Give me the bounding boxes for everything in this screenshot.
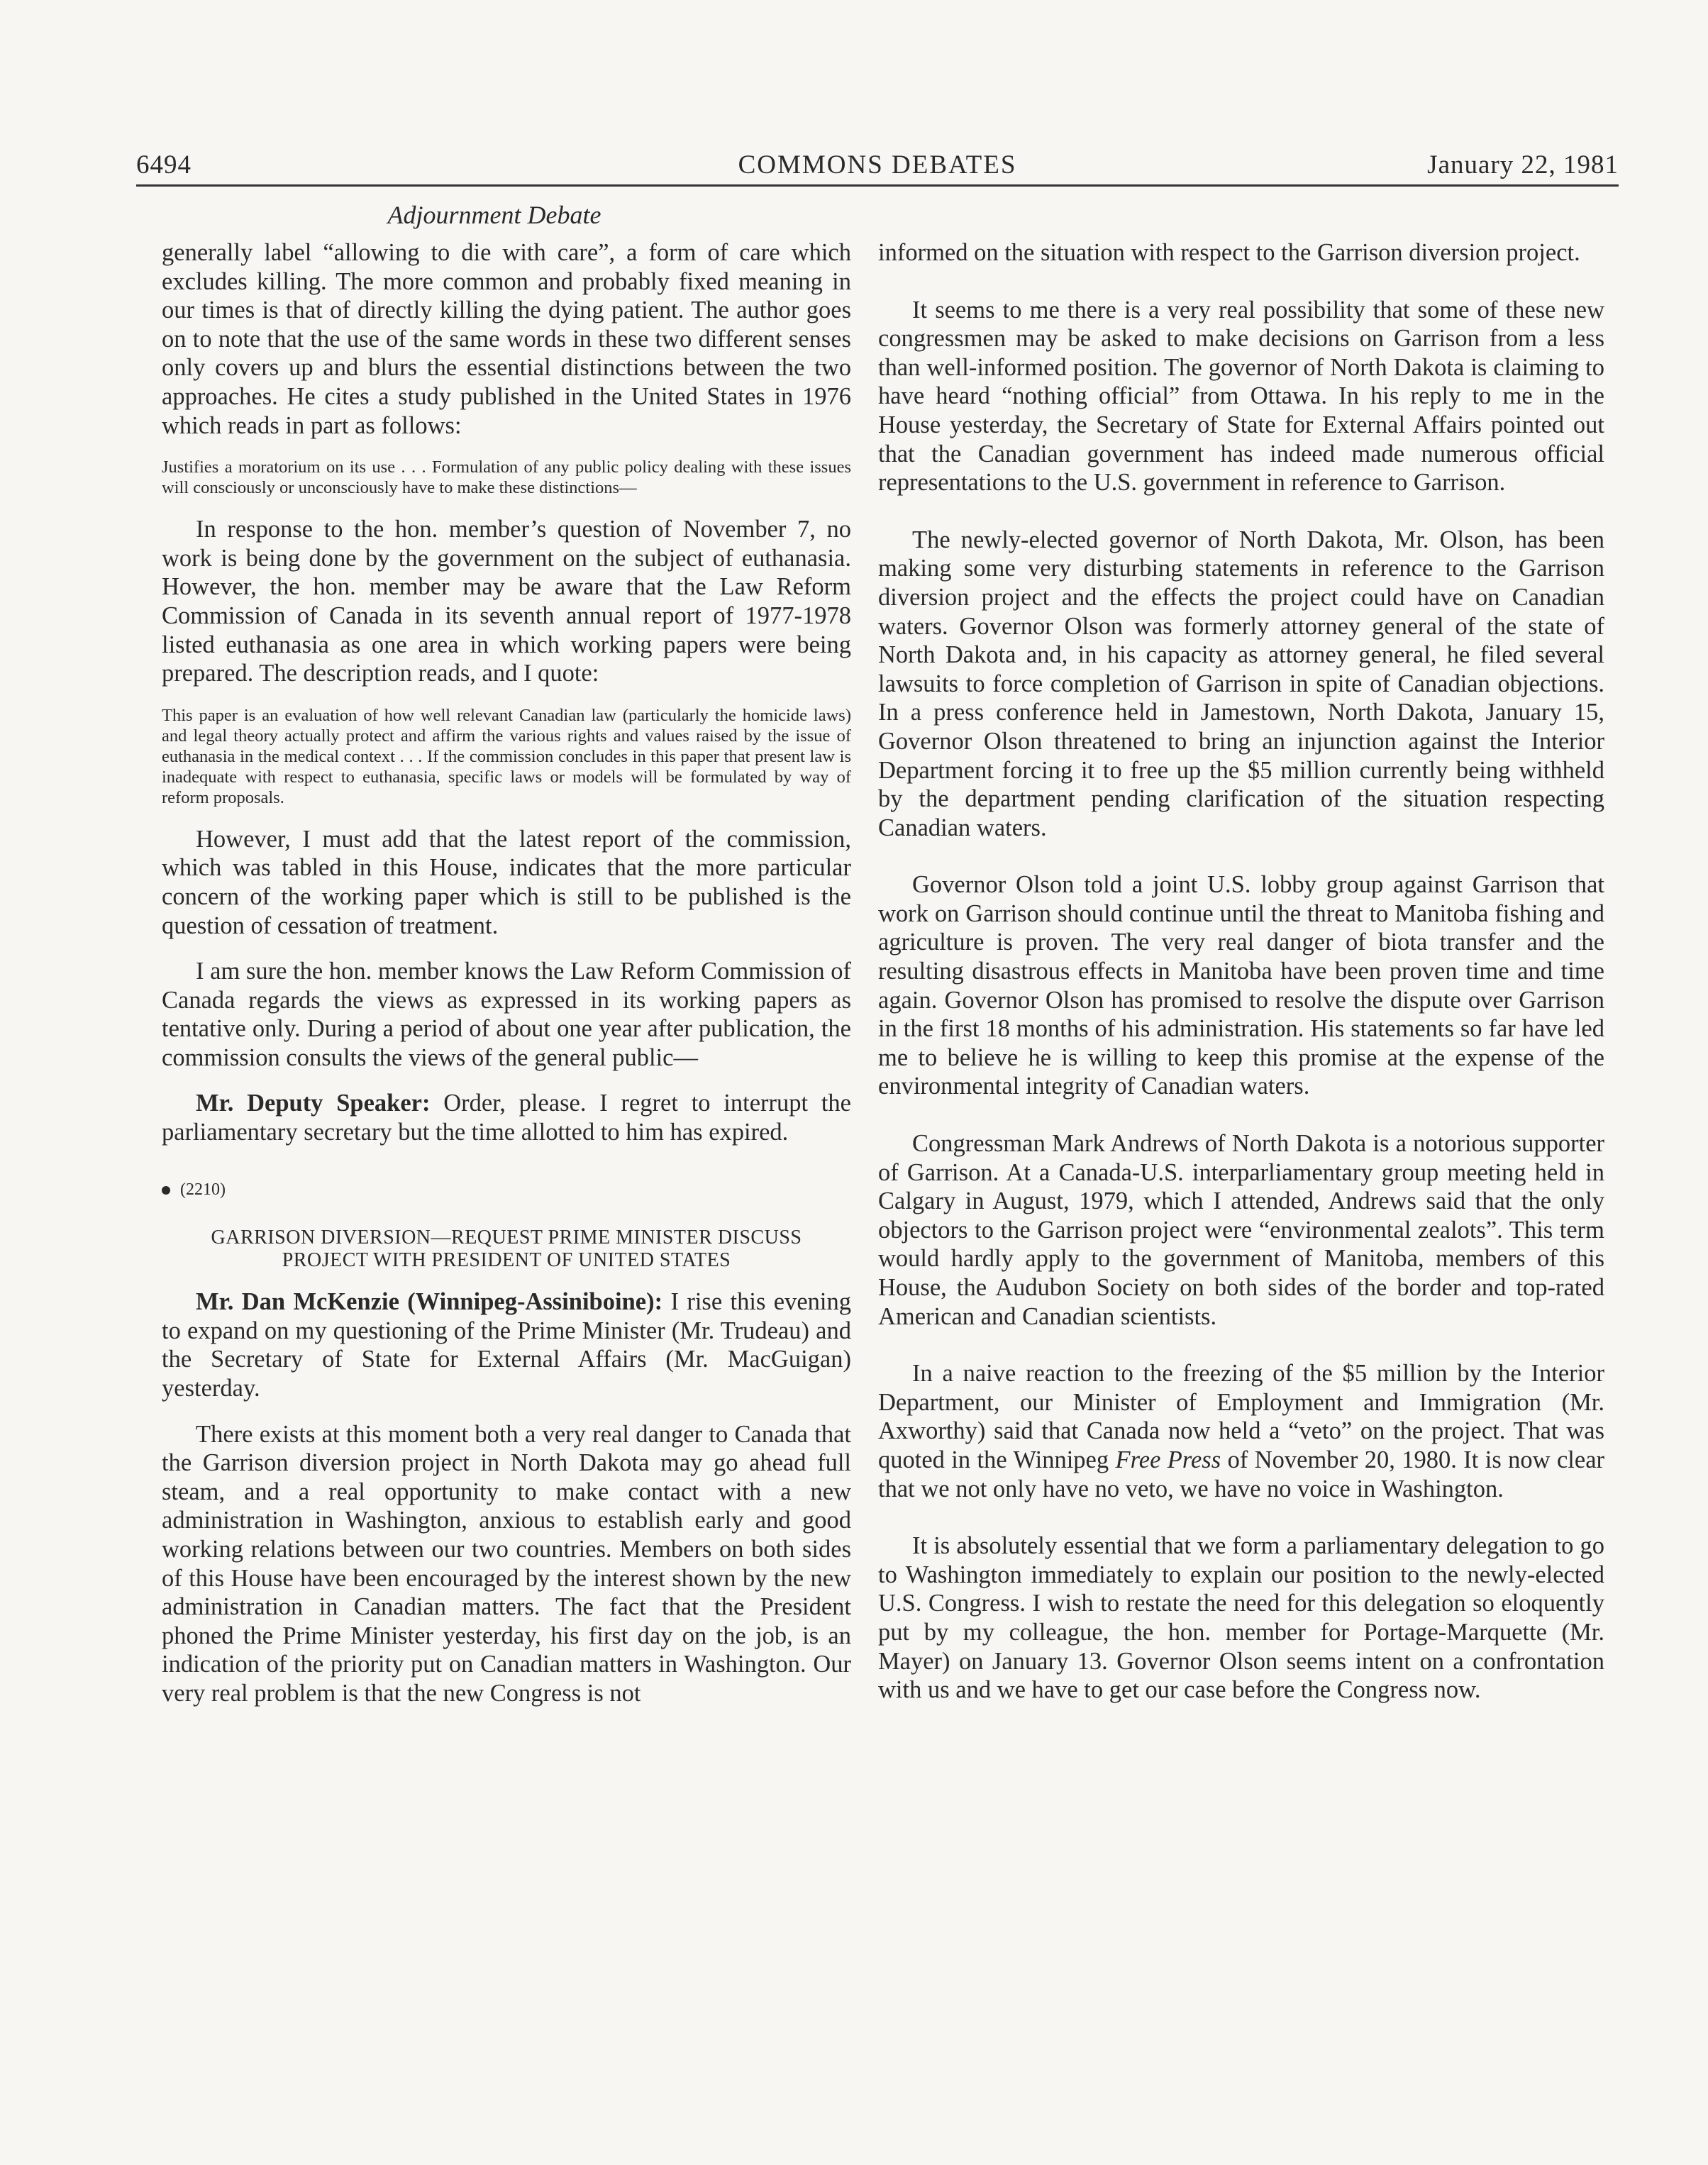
paragraph: Congressman Mark Andrews of North Dakota is a notorious supporter of Garrison. At a Canada-U.S. interparliamentary group meeting held in Calgary in August, 1979, which I attended, Andrews said that the only objectors to the Garrison project were “environmental zealots”. This term would hardly apply to the government of Manitoba, members of this House, the Audubon Society on both sides of the border and top-rated American and Canadian scientists. bbox=[878, 1130, 1604, 1330]
block-quote: This paper is an evaluation of how well relevant Canadian law (particularly the homicide laws) and legal theory actually protect and affirm the various rights and values raised by the issue of euthanasia in the medical context . . . If the commission concludes in this paper that present law is inadequate with respect to euthanasia, specific laws or models will be formulated by way of reform proposals. bbox=[162, 705, 851, 807]
speaker-paragraph bbox=[162, 1288, 851, 1402]
paragraph: informed on the situation with respect to the Garrison diversion project. bbox=[878, 239, 1580, 266]
paragraph: It is absolutely essential that we form a parliamentary delegation to go to Washington immediately to explain our position to the newly-elected U.S. Congress. I wish to restate the need for this delegation so eloquently put by my colleague, the hon. member for Portage-Marquette (Mr. Mayer) on January 13. Governor Olson seems intent on a confrontation with us and we have to get our case before the Congress now. bbox=[878, 1532, 1604, 1704]
paragraph: However, I must add that the latest report of the commission, which was tabled in this House, indicates that the more particular concern of the working paper which is still to be published is the question of cessation of treatment. bbox=[162, 825, 851, 939]
paragraph: It seems to me there is a very real possibility that some of these new congressmen may be asked to make decisions on Garrison from a less than well-informed position. The governor of North Dakota is claiming to have heard “nothing official” from Ottawa. In his reply to me in the House yesterday, the Secretary of State for External Affairs pointed out that the Canadian government has indeed made numerous official representations to the U.S. government in reference to Garrison. bbox=[878, 296, 1604, 497]
paragraph: I am sure the hon. member knows the Law Reform Commission of Canada regards the views as expressed in its working papers as tentative only. During a period of about one year after publication, the commission consults the views of the general public— bbox=[162, 958, 851, 1071]
page-header bbox=[136, 145, 1619, 187]
paragraph: The newly-elected governor of North Dakota, Mr. Olson, has been making some very disturbing statements in reference to the Garrison diversion project and the effects the project could have on Canadian waters. Governor Olson was formerly attorney general of the state of North Dakota and, in his capacity as attorney general, he filed several lawsuits to force completion of Garrison in spite of Canadian objections. In a press conference held in Jamestown, North Dakota, January 15, Governor Olson threatened to bring an injunction against the Interior Department forcing it to free up the $5 million currently being withheld by the department pending clarification of the situation respecting Canadian waters. bbox=[878, 526, 1604, 841]
speech-text: I rise this evening to expand on my questioning of the Prime Minister (Mr. Trudeau) and the Secretary of State for External Affairs (Mr. MacGuigan) yesterday. bbox=[162, 1288, 851, 1402]
text-run: of November 20, 1980. It is now clear that we not only have no veto, we have no voice in Washington. bbox=[878, 1446, 1604, 1502]
paragraph: There exists at this moment both a very real danger to Canada that the Garrison diversion project in North Dakota may go ahead full steam, and a real opportunity to make contact with a new administration in Washington, anxious to establish early and good working relations between our two countries. Members on both sides of this House have been encouraged by the interest shown by the new administration in Canadian matters. The fact that the President phoned the Prime Minister yesterday, his first day on the job, is an indication of the priority put on Canadian matters in Washington. Our very real problem is that the new Congress is not bbox=[162, 1420, 851, 1707]
text-run: In a naive reaction to the freezing of the $5 million by the Interior Department, our Minister of Employment and Immigration (Mr. Axworthy) said that Canada now held a “veto” on the project. That was quoted in the Winnipeg bbox=[878, 1360, 1604, 1473]
heading-line: GARRISON DIVERSION—REQUEST PRIME MINISTER DISCUSS bbox=[211, 1227, 802, 1249]
newspaper-title: Free Press bbox=[1115, 1446, 1221, 1473]
debate-heading bbox=[162, 1227, 851, 1272]
section-title: Adjournment Debate bbox=[387, 201, 601, 229]
time-marker bbox=[162, 1175, 851, 1205]
heading-line: PROJECT WITH PRESIDENT OF UNITED STATES bbox=[282, 1249, 731, 1272]
right-column bbox=[878, 238, 1604, 1733]
issue-date: January 22, 1981 bbox=[1427, 150, 1619, 179]
paragraph bbox=[878, 1359, 1604, 1503]
left-column bbox=[162, 238, 851, 1725]
speech-text: Order, please. I regret to interrupt the parliamentary secretary but the time allotted to him has expired. bbox=[162, 1090, 851, 1146]
journal-title: COMMONS DEBATES bbox=[738, 150, 1017, 179]
paragraph: In response to the hon. member’s question of November 7, no work is being done by the government on the subject of euthanasia. However, the hon. member may be aware that the Law Reform Commission of Canada in its seventh annual report of 1977-1978 listed euthanasia as one area in which working papers were being prepared. The description reads, and I quote: bbox=[162, 516, 851, 687]
paragraph: Governor Olson told a joint U.S. lobby group against Garrison that work on Garrison should continue until the threat to Manitoba fishing and agriculture is proven. The very real danger of biota transfer and the resulting disastrous effects in Manitoba have been proven time and time again. Governor Olson has promised to resolve the dispute over Garrison in the first 18 months of his administration. His statements so far have led me to believe he is willing to keep this promise at the expense of the environmental integrity of Canadian waters. bbox=[878, 871, 1604, 1100]
time-marker-label: (2210) bbox=[180, 1180, 226, 1199]
bullet-icon bbox=[162, 1186, 170, 1195]
speaker-name: Mr. Deputy Speaker: bbox=[196, 1090, 431, 1117]
page-number: 6494 bbox=[136, 150, 192, 179]
speaker-paragraph bbox=[162, 1089, 851, 1146]
speaker-name: Mr. Dan McKenzie (Winnipeg-Assiniboine): bbox=[196, 1288, 663, 1316]
paragraph: generally label “allowing to die with care”, a form of care which excludes killing. The more common and probably fixed meaning in our times is that of directly killing the dying patient. The author goes on to note that the use of the same words in these two different senses only covers up and blurs the essential distinctions between the two approaches. He cites a study published in the United States in 1976 which reads in part as follows: bbox=[162, 239, 851, 439]
block-quote: Justifies a moratorium on its use . . . Formulation of any public policy dealing with these issues will consciously or unconsciously have to make these distinctions— bbox=[162, 458, 851, 498]
